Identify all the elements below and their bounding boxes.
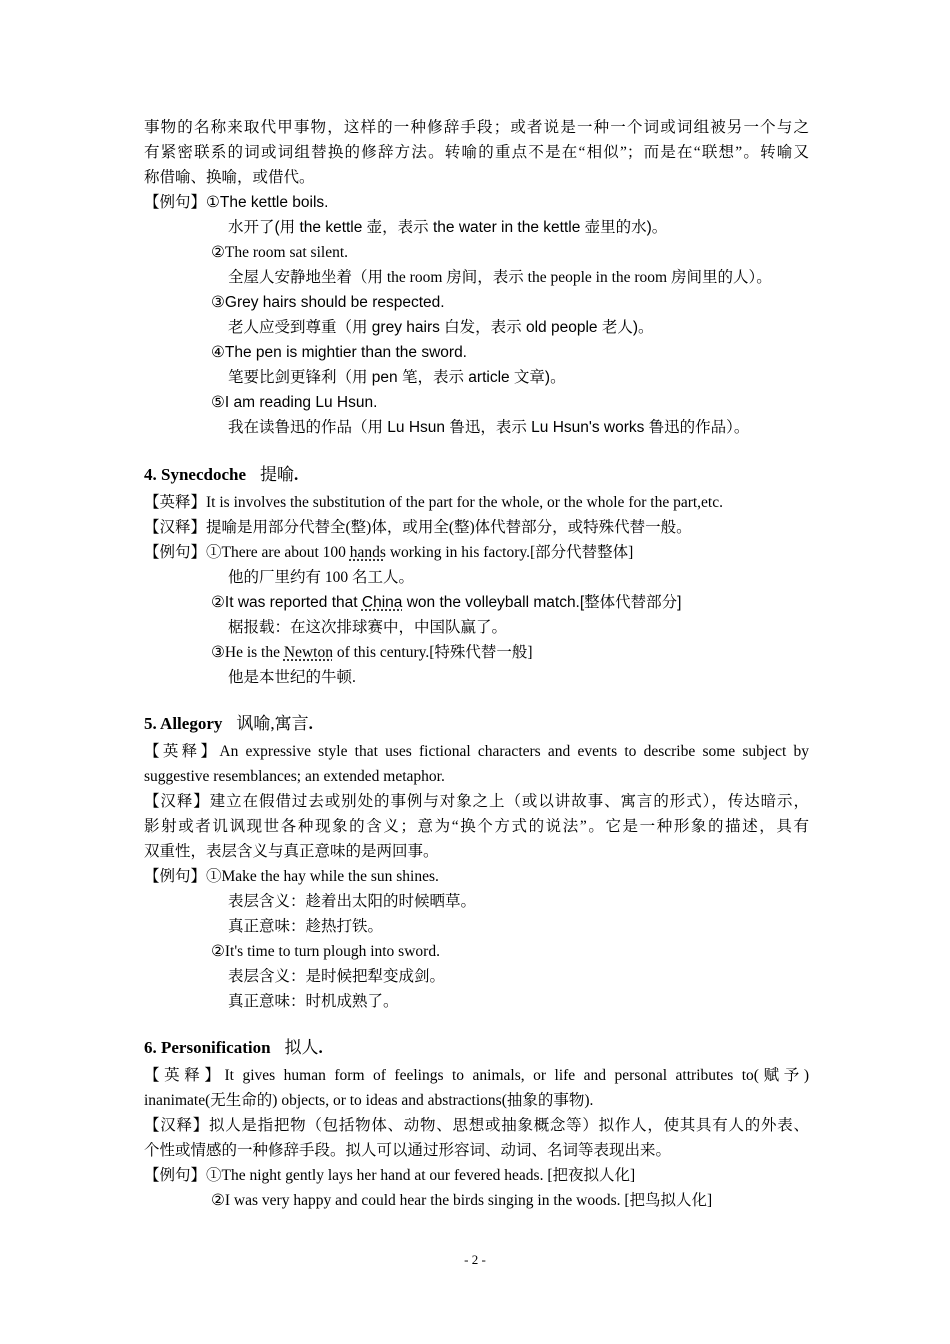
example-sentence: ①There are about 100	[206, 544, 350, 561]
example-sentence: working in his factory.[部分代替整体]	[385, 544, 634, 561]
english-definition	[144, 493, 723, 513]
real-meaning: 真正意味：趁热打铁。	[228, 918, 384, 935]
definition-text: suggestive resemblances; an extended metaphor.	[144, 768, 445, 785]
example-sentence: ①Make the hay while the sun shines.	[206, 868, 439, 885]
definition-label: 【英释】	[144, 1067, 225, 1084]
heading-title-cn: 拟人	[284, 1038, 319, 1057]
example-sentence: won the volleyball match.[整体代替部分]	[402, 594, 682, 611]
example-sentence: ②The room sat silent.	[211, 244, 349, 261]
example-translation: 全屋人安静地坐着（用 the room 房间，表示 the people in the room 房间里的人）。	[228, 269, 772, 286]
page-number: - 2 -	[464, 1252, 486, 1267]
definition-text: It gives human form of feelings to animals, or life and personal attributes to(赋予)	[224, 1067, 809, 1084]
example-row	[144, 543, 633, 563]
chinese-definition	[144, 518, 692, 538]
example-sentence: ③Grey hairs should be respected.	[211, 294, 445, 311]
example-label: 【例句】	[144, 194, 207, 211]
definition-label: 【汉释】	[144, 519, 207, 536]
chinese-definition	[144, 792, 809, 812]
definition-text: 建立在假借过去或别处的事例与对象之上（或以讲故事、寓言的形式），传达暗示，	[209, 793, 809, 810]
example-sentence: ①The night gently lays her hand at our fevered heads. [把夜拟人化]	[206, 1167, 636, 1184]
definition-text: 提喻是用部分代替全(整)体，或用全(整)体代替部分，或特殊代替一般。	[206, 519, 692, 536]
intro-line: 事物的名称来取代甲事物，这样的一种修辞手段；或者说是一种一个词或词组被另一个与之	[144, 119, 809, 136]
section-heading-personification: 6. Personification 拟人.	[144, 1038, 323, 1057]
definition-label: 【英释】	[144, 494, 207, 511]
example-translation: 水开了(用 the kettle 壶，表示 the water in the kettle 壶里的水)。	[228, 219, 668, 236]
example-sentence: ③He is the	[211, 644, 284, 661]
english-definition	[144, 1066, 809, 1086]
example-sentence: ①The kettle boils.	[206, 194, 329, 211]
example-translation: 椐报载：在这次排球赛中，中国队赢了。	[228, 619, 508, 636]
example-sentence: ④The pen is mightier than the sword.	[211, 344, 467, 361]
example-translation: 他是本世纪的牛顿.	[228, 669, 356, 686]
example-row	[144, 867, 439, 887]
definition-text: inanimate(无生命的) objects, or to ideas and abstractions(抽象的事物).	[144, 1092, 594, 1109]
definition-label: 【汉释】	[144, 1117, 209, 1134]
definition-text: 拟人是指把物（包括物体、动物、思想或抽象概念等）拟作人，使其具有人的外表、	[208, 1117, 809, 1134]
definition-text: An expressive style that uses fictional characters and events to describe some subject by	[219, 743, 809, 760]
definition-text: 个性或情感的一种修辞手段。拟人可以通过形容词、动词、名词等表现出来。	[144, 1142, 672, 1159]
example-row	[144, 1166, 635, 1186]
example-label: 【例句】	[144, 1167, 207, 1184]
example-translation: 笔要比剑更锋利（用 pen 笔，表示 article 文章)。	[228, 369, 566, 386]
example-sentence: ②It's time to turn plough into sword.	[211, 943, 440, 960]
highlighted-word: Newton	[283, 644, 333, 661]
definition-text: 双重性，表层含义与真正意味的是两回事。	[144, 843, 439, 860]
example-translation: 老人应受到尊重（用 grey hairs 白发，表示 old people 老人)。	[228, 319, 654, 336]
definition-label: 【英释】	[144, 743, 220, 760]
definition-text: 影射或者讥讽现世各种现象的含义；意为“换个方式的说法”。它是一种形象的描述，具有	[144, 818, 809, 835]
highlighted-word: hands	[349, 544, 386, 561]
heading-title: 6. Personification	[144, 1038, 271, 1057]
example-sentence: ②I was very happy and could hear the birds singing in the woods. [把鸟拟人化]	[211, 1192, 713, 1209]
chinese-definition	[144, 1116, 809, 1136]
example-sentence: of this century.[特殊代替一般]	[332, 644, 533, 661]
heading-title-cn: 提喻	[260, 465, 294, 484]
heading-title-cn: 讽喻,寓言	[236, 714, 309, 733]
intro-line: 有紧密联系的词或词组替换的修辞方法。转喻的重点不是在“相似”；而是在“联想”。转喻又	[144, 144, 809, 161]
example-row	[144, 193, 328, 213]
definition-label: 【汉释】	[144, 793, 210, 810]
surface-meaning: 表层含义：趁着出太阳的时候晒草。	[228, 893, 477, 910]
example-sentence: ⑤I am reading Lu Hsun.	[211, 394, 378, 411]
section-heading-allegory: 5. Allegory 讽喻,寓言.	[144, 714, 313, 733]
example-sentence: ②It was reported that	[211, 594, 362, 611]
english-definition	[144, 742, 809, 762]
real-meaning: 真正意味：时机成熟了。	[228, 993, 399, 1010]
example-row	[211, 593, 681, 613]
intro-line: 称借喻、换喻，或借代。	[144, 169, 315, 186]
example-translation: 我在读鲁迅的作品（用 Lu Hsun 鲁迅，表示 Lu Hsun's works 鲁迅的作品）。	[228, 419, 750, 436]
example-translation: 他的厂里约有 100 名工人。	[228, 569, 415, 586]
example-label: 【例句】	[144, 868, 207, 885]
example-row	[211, 643, 533, 663]
surface-meaning: 表层含义：是时候把犁变成剑。	[228, 968, 446, 985]
heading-title: 4. Synecdoche	[144, 465, 246, 484]
highlighted-word: China	[361, 594, 403, 611]
definition-text: It is involves the substitution of the part for the whole, or the whole for the part,etc.	[206, 494, 723, 511]
example-label: 【例句】	[144, 544, 207, 561]
heading-title: 5. Allegory	[144, 714, 223, 733]
section-heading-synecdoche: 4. Synecdoche 提喻.	[144, 465, 299, 484]
